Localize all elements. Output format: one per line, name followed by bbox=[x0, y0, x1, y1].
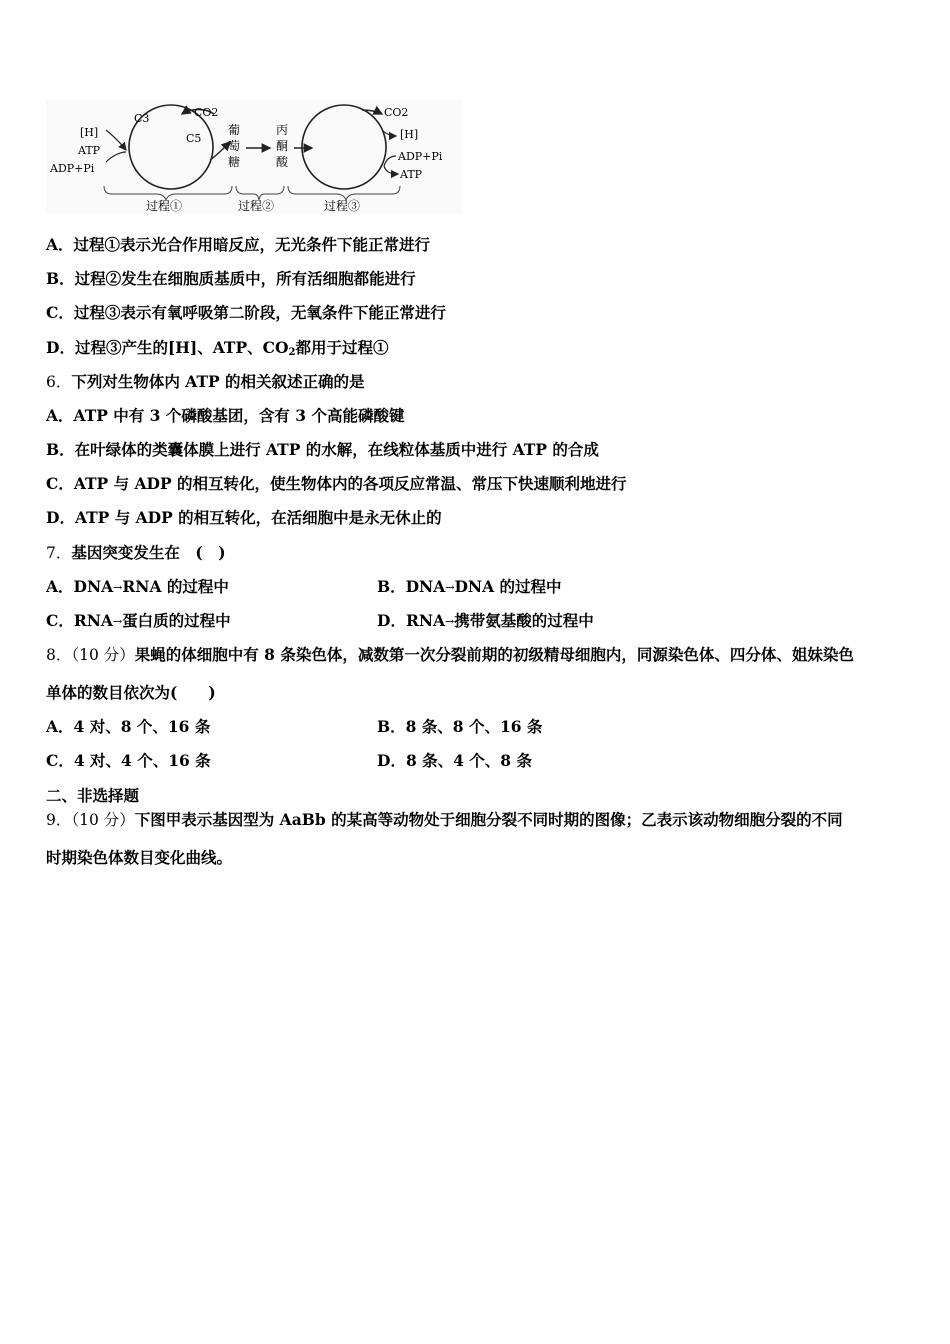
glucose-char-3: 糖 bbox=[228, 155, 241, 169]
process1-label: 过程① bbox=[146, 199, 183, 213]
q9-number: 9． bbox=[46, 811, 72, 829]
q9-stem-line1 bbox=[46, 810, 843, 830]
q7-option-b-pre: B．DNA bbox=[377, 577, 446, 596]
q8-option-a: A．4 对、8 个、16 条 bbox=[46, 717, 211, 736]
q7-option-a bbox=[46, 577, 229, 598]
process3-brace bbox=[288, 186, 400, 200]
q8-number: 8． bbox=[46, 646, 72, 664]
atp-left-label: ATP bbox=[78, 144, 101, 157]
q8-option-c: C．4 对、4 个、16 条 bbox=[46, 751, 211, 770]
arrow-icon: → bbox=[445, 615, 455, 628]
q5-option-d-post: 都用于过程① bbox=[295, 338, 389, 357]
pyruvate-char-3: 酸 bbox=[276, 155, 289, 169]
glucose-char-1: 葡 bbox=[228, 123, 241, 137]
q6-number: 6． bbox=[46, 373, 72, 391]
q7-stem-text: 基因突变发生在 ( ) bbox=[71, 543, 226, 562]
q7-option-a-pre: A．DNA bbox=[46, 577, 114, 596]
adp-left-label: ADP+Pi bbox=[50, 162, 95, 175]
q8-stem-line2: 单体的数目依次为( ) bbox=[46, 683, 216, 702]
q7-option-b-post: DNA 的过程中 bbox=[454, 577, 562, 596]
q5-option-d-pre: D．过程③产生的[H]、ATP、CO bbox=[46, 338, 289, 357]
metabolism-cycle-diagram bbox=[46, 100, 462, 214]
q8-stem-line1 bbox=[46, 645, 854, 665]
glucose-char-2: 萄 bbox=[228, 139, 241, 153]
q9-stem-line2: 时期染色体数目变化曲线。 bbox=[46, 848, 233, 867]
co2-left-label: CO2 bbox=[194, 106, 219, 119]
section-title: 二、非选择题 bbox=[46, 786, 140, 805]
atp-right-label: ATP bbox=[400, 168, 423, 181]
arrow-icon: → bbox=[113, 581, 123, 594]
q7-option-c-pre: C．RNA bbox=[46, 611, 113, 630]
c3-label: C3 bbox=[134, 112, 150, 125]
q7-option-c-post: 蛋白质的过程中 bbox=[122, 611, 231, 630]
q7-option-b bbox=[377, 577, 562, 598]
arrow-icon: → bbox=[445, 581, 455, 594]
adp-right-label: ADP+Pi bbox=[398, 150, 443, 163]
q9-stem-text1: 下图甲表示基因型为 AaBb 的某高等动物处于细胞分裂不同时期的图像；乙表示该动物细胞分裂的不同 bbox=[134, 810, 843, 829]
q8-option-b: B．8 条、8 个、16 条 bbox=[377, 717, 543, 736]
q7-option-d bbox=[377, 611, 594, 632]
krebs-cycle-circle bbox=[302, 105, 386, 189]
process2-label: 过程② bbox=[238, 199, 275, 213]
q5-option-c: C．过程③表示有氧呼吸第二阶段，无氧条件下能正常进行 bbox=[46, 303, 446, 322]
q7-option-d-post: 携带氨基酸的过程中 bbox=[454, 611, 594, 630]
q9-score: （10 分） bbox=[71, 811, 135, 829]
process3-label: 过程③ bbox=[324, 199, 361, 213]
q7-number: 7． bbox=[46, 544, 72, 562]
h-right-label: [H] bbox=[400, 128, 419, 141]
c5-label: C5 bbox=[186, 132, 202, 145]
pyruvate-char-2: 酮 bbox=[276, 139, 289, 153]
arrow-icon: → bbox=[112, 615, 123, 628]
pyruvate-char-1: 丙 bbox=[276, 123, 289, 137]
q6-option-d: D．ATP 与 ADP 的相互转化，在活细胞中是永无休止的 bbox=[46, 508, 442, 527]
q7-option-d-pre: D．RNA bbox=[377, 611, 446, 630]
q6-stem-text: 下列对生物体内 ATP 的相关叙述正确的是 bbox=[71, 372, 365, 391]
q5-option-a: A．过程①表示光合作用暗反应，无光条件下能正常进行 bbox=[46, 235, 431, 254]
q7-stem bbox=[46, 543, 226, 563]
q5-option-d-subscript: 2 bbox=[288, 347, 296, 358]
co2-right-label: CO2 bbox=[384, 106, 409, 119]
q7-option-c bbox=[46, 611, 231, 632]
q7-option-a-post: RNA 的过程中 bbox=[122, 577, 229, 596]
h-left-label: [H] bbox=[80, 126, 99, 139]
process2-brace bbox=[236, 186, 284, 200]
q6-option-a: A．ATP 中有 3 个磷酸基团，含有 3 个高能磷酸键 bbox=[46, 406, 405, 425]
q5-option-d bbox=[46, 338, 388, 363]
q6-option-c: C．ATP 与 ADP 的相互转化，使生物体内的各项反应常温、常压下快速顺利地进行 bbox=[46, 474, 627, 493]
q8-score: （10 分） bbox=[71, 646, 135, 664]
q8-option-d: D．8 条、4 个、8 条 bbox=[377, 751, 532, 770]
q5-option-b: B．过程②发生在细胞质基质中，所有活细胞都能进行 bbox=[46, 269, 416, 288]
q8-stem-text1: 果蝇的体细胞中有 8 条染色体，减数第一次分裂前期的初级精母细胞内，同源染色体、四分体、姐妹染色 bbox=[134, 645, 854, 664]
q6-option-b: B．在叶绿体的类囊体膜上进行 ATP 的水解，在线粒体基质中进行 ATP 的合成 bbox=[46, 440, 599, 459]
q6-stem bbox=[46, 372, 365, 392]
